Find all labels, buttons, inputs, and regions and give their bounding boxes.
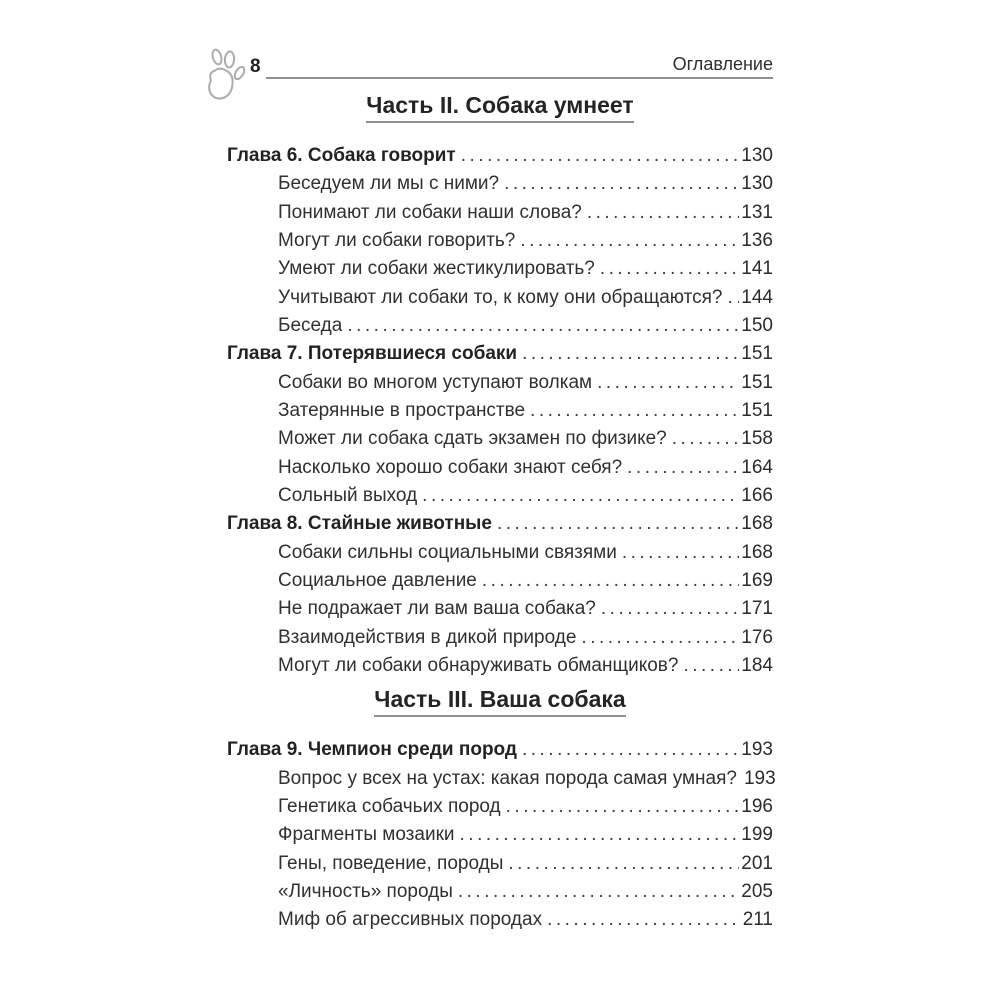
toc-page-number: 136 <box>741 229 773 251</box>
toc-entry-title: Фрагменты мозаики <box>278 824 455 846</box>
toc-page-number: 151 <box>741 371 773 393</box>
dot-leader <box>506 793 740 821</box>
dot-leader <box>727 284 739 312</box>
toc-entry-row <box>227 765 776 793</box>
toc-entry-title: Беседуем ли мы с ними? <box>278 173 500 195</box>
toc-entry-row <box>227 906 773 934</box>
toc-entry-row <box>227 284 773 312</box>
section-title <box>227 687 773 717</box>
toc-entry-row <box>227 878 773 906</box>
dot-leader <box>672 425 740 453</box>
page-number: 8 <box>250 56 261 77</box>
toc-page-number: 205 <box>741 880 773 902</box>
toc-entry-row <box>227 454 773 482</box>
toc-chapter-title: Глава 6. Собака говорит <box>227 145 456 166</box>
toc-entry-title: Вопрос у всех на устах: какая порода самая умная? <box>278 767 737 789</box>
toc-chapter-row <box>227 340 773 368</box>
toc-page-number: 193 <box>743 767 776 789</box>
toc-chapter-row <box>227 142 773 170</box>
toc-entry-title: Может ли собака сдать экзамен по физике? <box>278 428 667 450</box>
toc-sections <box>227 92 776 935</box>
dot-leader <box>547 906 741 934</box>
toc-entry-row <box>227 397 773 425</box>
section-title-text: Часть III. Ваша собака <box>374 687 625 717</box>
toc-entry-title: Умеют ли собаки жестикулировать? <box>278 258 595 280</box>
toc-page-number: 151 <box>741 399 773 421</box>
section-title <box>227 93 773 123</box>
dot-leader <box>422 482 739 510</box>
toc-entry-row <box>227 539 773 567</box>
dot-leader <box>347 312 739 340</box>
toc-entry-title: Собаки сильны социальными связями <box>278 541 617 563</box>
toc-entry-title: Затерянные в пространстве <box>278 399 526 421</box>
toc-page-number: 176 <box>741 626 773 648</box>
toc-page-number: 130 <box>741 145 773 166</box>
dot-leader <box>522 340 739 368</box>
toc-entry-row <box>227 425 773 453</box>
toc-page-number: 193 <box>741 739 773 761</box>
dot-leader <box>597 369 739 397</box>
toc-page-number: 144 <box>741 286 773 308</box>
toc-page-number: 166 <box>741 484 773 506</box>
dot-leader <box>622 539 739 567</box>
dot-leader <box>530 397 739 425</box>
toc-page-number: 196 <box>741 795 773 817</box>
toc-entry-title: Генетика собачьих пород <box>278 795 501 817</box>
toc-page-number: 150 <box>741 314 773 336</box>
dot-leader <box>460 821 740 849</box>
table-of-contents <box>227 92 776 935</box>
toc-entry-row <box>227 312 773 340</box>
toc-chapter-row <box>227 510 773 538</box>
toc-page-number: 164 <box>741 456 773 478</box>
toc-entry-title: Учитывают ли собаки то, к кому они обращаются? <box>278 286 723 308</box>
dot-leader <box>482 567 739 595</box>
dot-leader <box>504 170 739 198</box>
toc-page-number: 171 <box>741 598 773 620</box>
toc-entry-row <box>227 170 773 198</box>
toc-page-number: 151 <box>741 343 773 365</box>
toc-page-number: 211 <box>742 909 773 931</box>
toc-page-number: 131 <box>741 201 773 223</box>
dot-leader <box>458 878 739 906</box>
toc-chapter-title: Глава 9. Чемпион среди пород <box>227 739 517 761</box>
toc-entry-title: Гены, поведение, породы <box>278 852 504 874</box>
toc-entry-row <box>227 567 773 595</box>
dot-leader <box>600 255 739 283</box>
toc-entry-row <box>227 199 773 227</box>
toc-entry-row <box>227 652 773 680</box>
toc-entry-row <box>227 255 773 283</box>
section-title-text: Часть II. Собака умнеет <box>366 93 633 123</box>
toc-chapter-title: Глава 8. Стайные животные <box>227 513 492 535</box>
toc-chapter-title: Глава 7. Потерявшиеся собаки <box>227 343 518 365</box>
toc-entry-row <box>227 850 773 878</box>
toc-page-number: 199 <box>741 824 773 846</box>
toc-entry-row <box>227 595 773 623</box>
dot-leader <box>520 227 739 255</box>
toc-page-number: 184 <box>741 654 773 676</box>
dot-leader <box>508 850 739 878</box>
dot-leader <box>587 199 739 227</box>
dot-leader <box>581 624 739 652</box>
toc-entry-title: «Личность» породы <box>278 880 453 902</box>
toc-entry-title: Миф об агрессивных породах <box>278 909 543 931</box>
toc-page-number: 168 <box>741 513 773 535</box>
toc-entry-title: Беседа <box>278 314 343 336</box>
toc-page-number: 141 <box>741 258 773 280</box>
dot-leader <box>627 454 739 482</box>
toc-chapter-row <box>227 736 773 764</box>
dot-leader <box>497 510 739 538</box>
toc-page-number: 130 <box>741 173 773 195</box>
toc-page-number: 158 <box>741 428 773 450</box>
toc-entry-title: Собаки во многом уступают волкам <box>278 371 593 393</box>
toc-entry-title: Могут ли собаки говорить? <box>278 229 516 251</box>
dot-leader <box>683 652 739 680</box>
running-title: Оглавление <box>672 54 773 74</box>
dot-leader <box>601 595 739 623</box>
header-rule <box>266 45 773 79</box>
toc-entry-row <box>227 793 773 821</box>
dot-leader <box>522 736 739 764</box>
toc-entry-row <box>227 624 773 652</box>
toc-entry-title: Понимают ли собаки наши слова? <box>278 201 582 223</box>
toc-entry-title: Не подражает ли вам ваша собака? <box>278 598 596 620</box>
toc-page-number: 168 <box>741 541 773 563</box>
toc-entry-title: Насколько хорошо собаки знают себя? <box>278 456 623 478</box>
toc-entry-row <box>227 821 773 849</box>
toc-entry-title: Сольный выход <box>278 484 418 506</box>
toc-entry-row <box>227 482 773 510</box>
toc-entry-row <box>227 369 773 397</box>
toc-entry-title: Могут ли собаки обнаруживать обманщиков? <box>278 654 679 676</box>
toc-page-number: 169 <box>741 569 773 591</box>
toc-entry-row <box>227 227 773 255</box>
toc-entry-title: Социальное давление <box>278 569 477 591</box>
toc-entry-title: Взаимодействия в дикой природе <box>278 626 577 648</box>
toc-page-number: 201 <box>741 852 773 874</box>
dot-leader <box>461 142 740 170</box>
